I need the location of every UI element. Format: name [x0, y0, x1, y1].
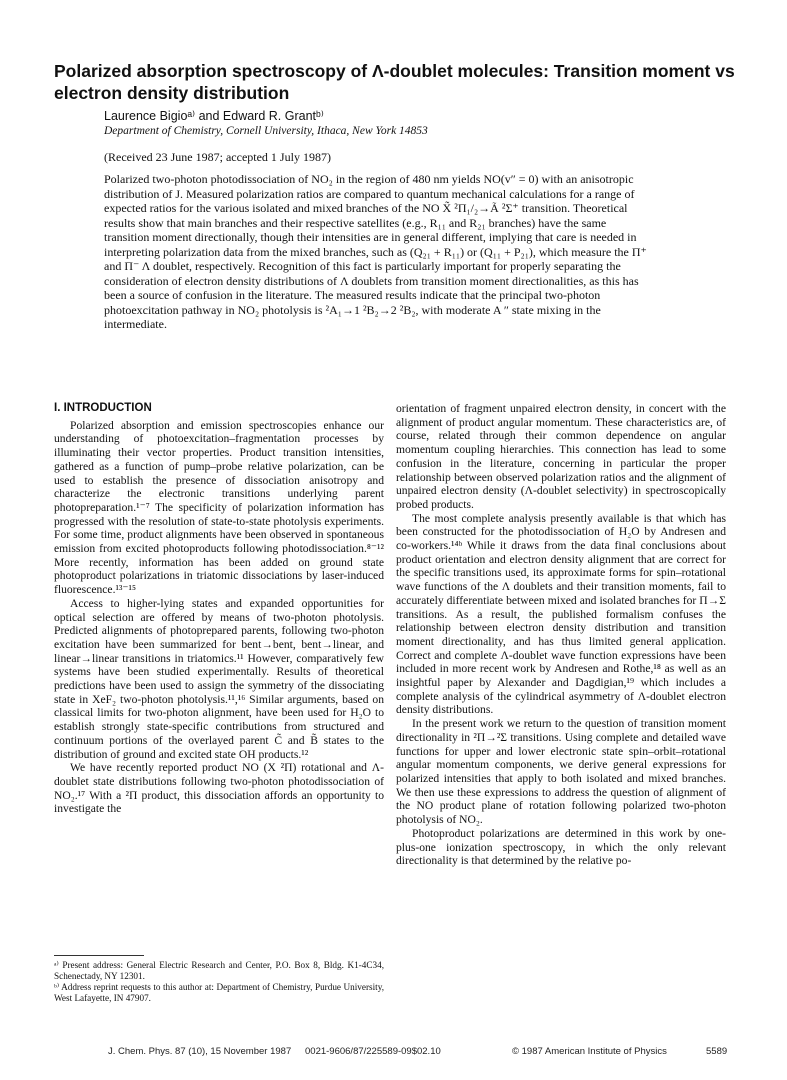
author-list: Laurence Bigioᵃ⁾ and Edward R. Grantᵇ⁾ [104, 109, 324, 123]
abstract: Polarized two-photon photodissociation of NO₂ in the region of 480 nm yields NO(v″ = 0) with an anisotropic distribution of J. Measured polarization ratios are compared to quantum mechanical calculations for a range of expected ratios for the various isolated and mixed branches of the NO X̃ ²Π₁/₂→Ã ²Σ⁺ transition. Theoretical results show that main branches and their respective satellites (e.g., R₁₁ and R₂₁ branches) have the same transition moment directionally, though their intensities are in general different, implying that care is needed in interpreting polarization data from the mixed branches, such as (Q₂₁ + R₁₁) or (Q₁₁ + P₂₁), which measure the Π⁺ and Π⁻ Λ doublet, respectively. Recognition of this fact is particularly important for properly separating the consideration of electron density distributions of Λ doublets from transition moment directionalities, as this has been a source of confusion in the literature. The measured results indicate that the principal two-photon photoexcitation pathway in NO₂ photolysis is ²A₁→1 ²B₂→2 ²B₂, with moderate A ″ state mixing in the intermediate. [104, 172, 647, 331]
section-heading: I. INTRODUCTION [54, 402, 152, 414]
body-paragraph: The most complete analysis presently available is that which has been constructed for the photodissociation of H₂O by Andresen and co-workers.¹⁴ᵇ While it draws from the data final conclusions about product orientation and electron density alignment that are correct for the specific transitions used, its approximate forms for spin–rotational wave functions of the Λ doublets and their transition moments, fail to accurately differentiate between mixed and isolated branches for Π→Σ transitions. As a result, the published formalism confuses the relationship between electron density distribution and transition moment directionality, and has thus limited general application. Correct and complete Λ-doublet wave function expressions have been included in more recent work by Andresen and Rothe,¹⁸ as well as an insightful paper by Alexander and Dagdigian,¹⁹ which includes a complete analysis of the cylindrical asymmetry of Λ-doublet electron density distributions. [396, 511, 726, 717]
article-code: 0021-9606/87/225589-09$02.10 [305, 1046, 441, 1057]
left-column [54, 402, 384, 816]
page-number: 5589 [706, 1046, 728, 1057]
footnotes [54, 960, 384, 1004]
footnote: ᵃ⁾ Present address: General Electric Research and Center, P.O. Box 8, Bldg. K1-4C34, Schenectady, NY 12301. [54, 960, 384, 981]
body-paragraph: Polarized absorption and emission spectroscopies enhance our understanding of photoexcitation–fragmentation processes by illuminating their vector properties. Product transition intensities, gathered as a function of pump–probe relative polarization, can be used to establish the presence of dissociation anisotropy and characterize the electronic transitions underlying parent photopreparation.¹⁻⁷ The specificity of polarization information has progressed with the resolution of state-to-state photolysis experiments. For some time, product alignments have been observed in spontaneous emission from excited photoproducts following photodissociation.⁸⁻¹² More recently, information has been added on ground state photoproduct polarizations in triatomic dissociations by laser-induced fluorescence.¹³⁻¹⁵ [54, 418, 384, 597]
article-title: Polarized absorption spectroscopy of Λ-doublet molecules: Transition moment vs electron density distribution [54, 61, 735, 103]
right-column [396, 402, 726, 868]
body-paragraph: orientation of fragment unpaired electron density, in concert with the alignment of product angular momentum. These characteristics are, of course, related through their common dependence on angular momentum coupling hierarchies. This connection has lead to some confusion in the literature, concerning in particular the proper relationship between observed polarization ratios and the alignment of unpaired electron density (Λ-doublet selectivity) in spectroscopically probed products. [396, 402, 726, 511]
body-paragraph: Photoproduct polarizations are determined in this work by one-plus-one ionization spectroscopy, in which the only relevant directionality is that determined by the relative po- [396, 826, 726, 868]
body-paragraph: In the present work we return to the question of transition moment directionality in ²Π→²Σ transitions. Using complete and detailed wave functions for upper and lower electronic state spin–orbit–rotational angular momentum components, we derive general expressions for polarized intensities that apply to both isolated and mixed branches. We then use these expressions to address the question of alignment of the NO product plane of rotation following polarized two-photon photolysis of NO₂. [396, 717, 726, 827]
footnote-divider [54, 955, 144, 956]
body-paragraph: Access to higher-lying states and expanded opportunities for optical selection are offered by means of two-photon photolysis. Predicted alignments of photoprepared parents, following two-photon excitation have been summarized for bent→bent, bent→linear, and linear→linear transitions in triatomics.¹¹ However, comparatively few systems have been studied experimentally. Results of theoretical predictions have been used to assign the symmetry of the dissociating state in XeF₂ two-photon photolysis.¹¹,¹⁶ Similar arguments, based on classical limits for two-photon alignment, have been used for H₂O to establish strongly state-specific contributions from structured and continuum portions of the overlayed parent C̃ and B̃ states to the distribution of ground and excited state OH products.¹² [54, 596, 384, 761]
footnote: ᵇ⁾ Address reprint requests to this author at: Department of Chemistry, Purdue University, West Lafayette, IN 47907. [54, 982, 384, 1003]
author-affiliation: Department of Chemistry, Cornell University, Ithaca, New York 14853 [104, 125, 428, 137]
body-paragraph: We have recently reported product NO (X ²Π) rotational and Λ-doublet state distributions following two-photon photodissociation of NO₂.¹⁷ With a ²Π product, this dissociation affords an opportunity to investigate the [54, 761, 384, 816]
copyright-notice: © 1987 American Institute of Physics [512, 1046, 667, 1057]
received-dates: (Received 23 June 1987; accepted 1 July 1987) [104, 150, 331, 164]
journal-citation: J. Chem. Phys. 87 (10), 15 November 1987 [108, 1046, 292, 1057]
